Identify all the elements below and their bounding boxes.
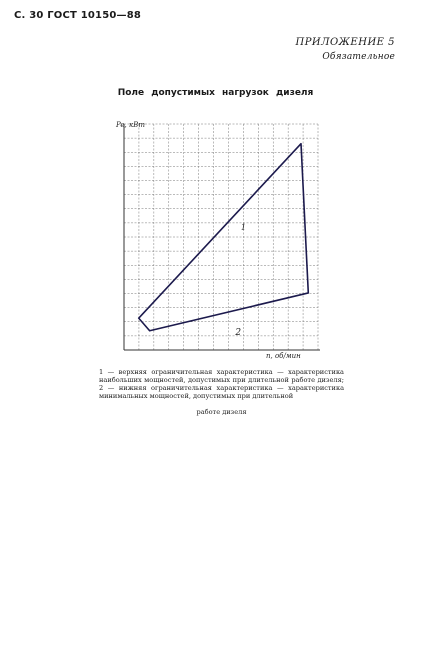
appendix-status: Обязательное [322, 52, 395, 62]
curve-label-1: 1 [240, 222, 246, 232]
figure-caption: 1 — верхняя ограничительная характеристика — характеристика наибольших мощностей, допустимых при длительной работе дизеля; 2 — нижняя ограничительная характеристика — характеристика минимальных мощностей, допустимых при длительной [99, 368, 344, 400]
page-number-header: С. 30 ГОСТ 10150—88 [14, 10, 142, 21]
x-axis-label: n, об/мин [266, 352, 301, 360]
y-axis-label: Pe, кВт [116, 121, 145, 129]
appendix-label: ПРИЛОЖЕНИЕ 5 [295, 37, 395, 48]
curve-label-2: 2 [235, 327, 242, 338]
chart-grid [124, 124, 318, 350]
chart-title: Поле допустимых нагрузок дизеля [117, 88, 314, 98]
figure-caption-end: работе дизеля [196, 408, 247, 416]
